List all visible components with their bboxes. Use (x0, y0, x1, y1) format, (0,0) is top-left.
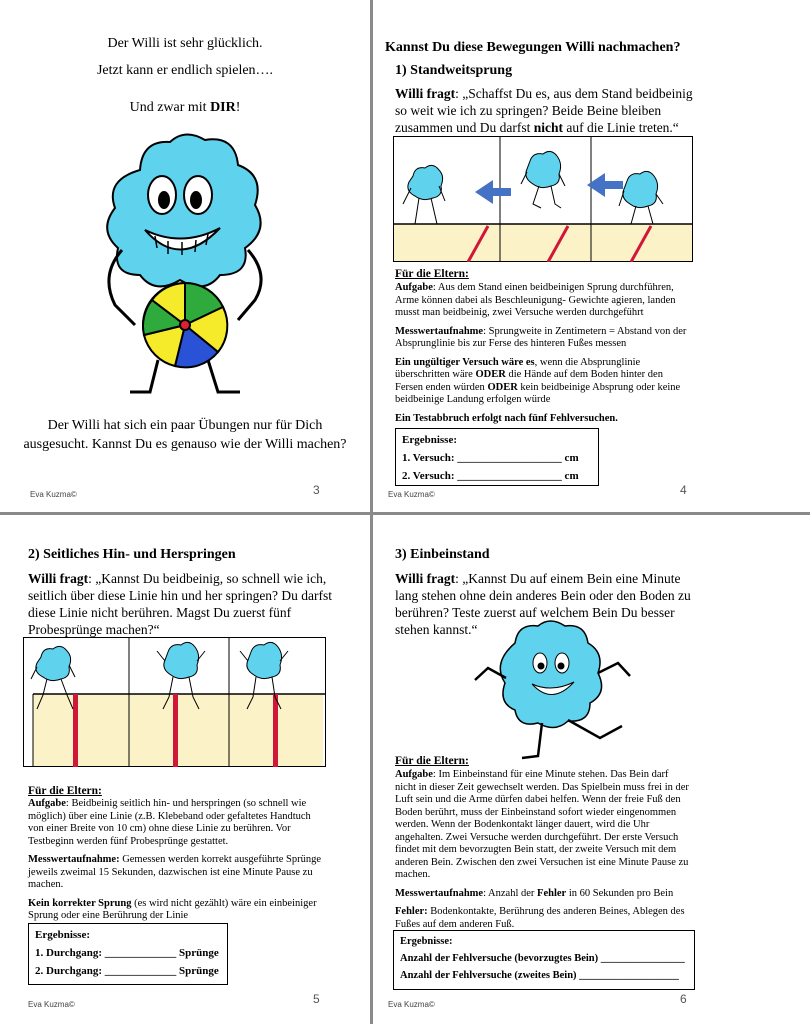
willi-with-ball-illustration (100, 130, 270, 410)
result-field-1[interactable]: Anzahl der Fehlversuche (bevorzugtes Bein) ________________ (400, 953, 685, 964)
results-title: Ergebnisse: (402, 434, 457, 446)
author-credit: Eva Kuzma© (388, 490, 435, 499)
parents-instructions: Aufgabe: Aus dem Stand einen beidbeinigen Sprung durchführen, Arme können dabei als Beschleunigung- Gewichte agieren, landen musst man beidbeinig, zwei Versuche werden durchgeführt Messwertaufnahme: Sprungweite in Zentimetern = Abstand von der Absprunglinie bis zur Ferse des hinteren Fußes messen Ein ungültiger Versuch wäre es, wenn die Absprunglinie überschritten wäre ODER die Hände auf dem Boden hinter den Fersen enden würden ODER kein beidbeinige Absprung oder keine beidbeinige Landung erfolgen würde Ein Testabbruch erfolgt nach fünf Fehlversuchen. (395, 282, 687, 424)
parents-instructions: Aufgabe: Im Einbeinstand für eine Minute stehen. Das Bein darf nicht in dieser Zeit gewechselt werden. Das Spielbein muss frei in der Luft sein und die Arme dürfen dabei helfen. Wenn der freie Fuß den Boden berührt, muss der Einbeinstand sofort wieder eingenommen werden. Wenn der Bodenkontakt länger dauert, wird die Uhr angehalten. Zwei Versuche werden durchgeführt. Der erste Versuch findet mit dem bevorzugten Bein statt, der zweite Versuch mit dem anderen Bein. Zwischen den zwei Versuchen ist eine Minute Pause zu machen. Messwertaufnahme: Anzahl der Fehler in 60 Sekunden pro Bein Fehler: Bodenkontakte, Berührung des anderen Beines, Ablegen des Fußes auf dem anderen Fuß. (395, 769, 689, 930)
intro-bottom-text: Der Willi hat sich ein paar Übungen nur für Dich ausgesucht. Kannst Du es genauso wie der Willi machen? (23, 418, 347, 452)
willi-question: Willi fragt: „Schaffst Du es, aus dem Stand beidbeinig so weit wie ich zu springen? Beide Beine bleiben zusammen und Du darfst nicht auf die Linie treten.“ (395, 86, 693, 135)
exercise-heading: 3) Einbeinstand (395, 547, 490, 562)
results-title: Ergebnisse: (400, 936, 453, 947)
willi-question: Willi fragt: „Kannst Du auf einem Bein eine Minute lang stehen ohne dein anderes Bein oder den Boden zu berühren? Teste zuerst auf welchem Bein Du besser stehen kannst.“ (395, 571, 691, 637)
parents-heading: Für die Eltern: (395, 755, 469, 767)
page-number: 4 (680, 483, 687, 497)
standing-long-jump-illustration (393, 136, 693, 262)
author-credit: Eva Kuzma© (30, 490, 77, 499)
willi-one-leg-illustration (470, 618, 650, 763)
results-title: Ergebnisse: (35, 929, 90, 941)
page-divider-horizontal (0, 512, 810, 515)
result-field-2[interactable]: 2. Versuch: ___________________ cm (402, 470, 579, 482)
parents-heading: Für die Eltern: (395, 268, 469, 280)
results-box (395, 428, 599, 486)
page-title: Kannst Du diese Bewegungen Willi nachmachen? (385, 40, 681, 55)
side-jump-illustration (23, 637, 326, 767)
page-number: 6 (680, 992, 687, 1006)
intro-line-1: Der Willi ist sehr glücklich. (107, 36, 263, 51)
result-field-2[interactable]: Anzahl der Fehlversuche (zweites Bein) ___________________ (400, 970, 679, 981)
exercise-heading: 2) Seitliches Hin- und Herspringen (28, 547, 236, 562)
results-box (393, 930, 695, 990)
author-credit: Eva Kuzma© (388, 1000, 435, 1009)
result-field-2[interactable]: 2. Durchgang: _____________ Sprünge (35, 965, 219, 977)
author-credit: Eva Kuzma© (28, 1000, 75, 1009)
exercise-heading: 1) Standweitsprung (395, 63, 513, 78)
parents-heading: Für die Eltern: (28, 785, 102, 797)
parents-instructions: Aufgabe: Beidbeinig seitlich hin- und herspringen (so schnell wie möglich) über eine Linie (z.B. Klebeband oder gefaltetes Handtuch von einer Breite von 10 cm) ohne diese Linie zu berühren. Vor Testbeginn werden fünf Probesprünge gestattet. Messwertaufnahme: Gemessen werden korrekt ausgeführte Sprünge jeweils zweimal 15 Sekunden, dazwischen ist eine Minute Pause zu machen. Kein korrekter Sprung (es wird nicht gezählt) wäre ein einbeiniger Sprung oder eine Berührung der Linie (28, 798, 322, 921)
page-number: 3 (313, 483, 320, 497)
willi-question: Willi fragt: „Kannst Du beidbeinig, so schnell wie ich, seitlich über diese Linie hin und her springen? Du darfst diese Linie nicht berühren. Magst Du zuerst fünf Probesprünge machen?“ (28, 571, 333, 637)
intro-line-2: Jetzt kann er endlich spielen…. (96, 63, 274, 78)
result-field-1[interactable]: 1. Versuch: ___________________ cm (402, 452, 579, 464)
intro-line-3: Und zwar mit DIR! (129, 100, 241, 115)
result-field-1[interactable]: 1. Durchgang: _____________ Sprünge (35, 947, 219, 959)
page-number: 5 (313, 992, 320, 1006)
results-box (28, 923, 228, 985)
